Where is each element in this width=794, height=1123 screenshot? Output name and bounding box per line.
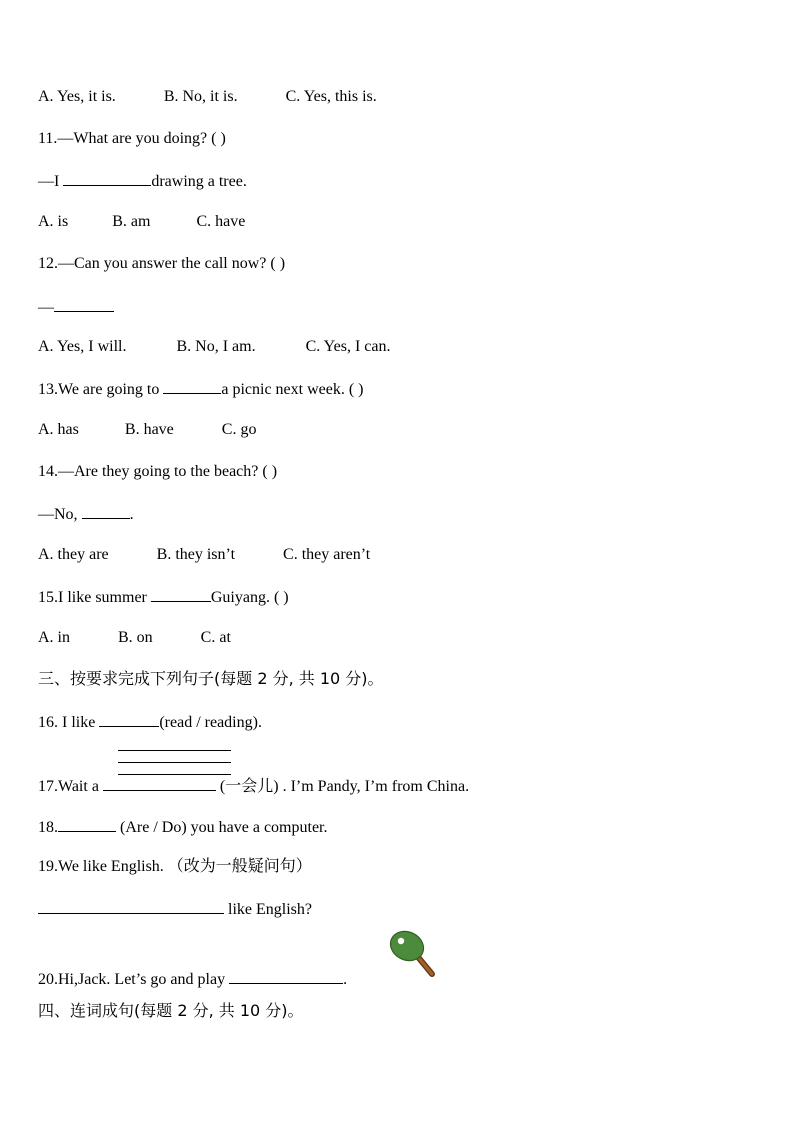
q11-answer-line — [38, 170, 247, 192]
q11-answer-prefix: —I — [38, 173, 64, 190]
q14-answer-prefix: —No, — [38, 506, 82, 523]
q19-answer-blank[interactable] — [38, 898, 224, 914]
q19-answer-suffix: like English? — [224, 901, 312, 918]
q11-options — [38, 212, 245, 232]
q13-option-b: B. have — [124, 421, 174, 438]
q13-prefix: 13.We are going to — [38, 381, 164, 398]
q20-suffix: . — [343, 971, 348, 988]
q15-blank[interactable] — [151, 586, 211, 602]
q13-suffix: a picnic next week. ( ) — [221, 381, 364, 398]
q11-answer-blank[interactable] — [63, 170, 151, 186]
q11-option-c: C. have — [196, 213, 246, 230]
q15-prefix: 15.I like summer — [38, 589, 151, 606]
q12-option-b: B. No, I am. — [176, 338, 256, 355]
q15-option-a: A. in — [38, 629, 70, 646]
q18-suffix: (Are / Do) you have a computer. — [116, 819, 328, 836]
q18-prefix: 18. — [38, 819, 58, 836]
q17-stack-line-1 — [118, 750, 231, 751]
q14-option-a: A. they are — [38, 546, 109, 563]
q15-option-c: C. at — [200, 629, 231, 646]
q14-answer-line — [38, 503, 134, 525]
q15-suffix: Guiyang. ( ) — [210, 589, 289, 606]
q11-answer-suffix: drawing a tree. — [151, 173, 247, 190]
q17-suffix: (一会儿) . I’m Pandy, I’m from China. — [215, 778, 470, 795]
q10-options — [38, 87, 377, 107]
section3-heading: 三、按要求完成下列句子(每题 2 分, 共 10 分)。 — [38, 669, 384, 688]
q15-option-b: B. on — [118, 629, 153, 646]
q13-options — [38, 420, 256, 440]
q12-answer-line — [38, 296, 114, 318]
q15-question — [38, 586, 289, 608]
ping-pong-paddle-icon — [388, 930, 440, 985]
q14-answer-suffix: . — [129, 506, 134, 523]
q19-question: 19.We like English. （改为一般疑问句） — [38, 858, 312, 875]
q12-answer-blank[interactable] — [54, 296, 114, 312]
q16-question — [38, 711, 262, 733]
q17-blank[interactable] — [103, 775, 216, 791]
q14-answer-blank[interactable] — [82, 503, 130, 519]
q12-question: 12.—Can you answer the call now? ( ) — [38, 255, 286, 272]
section4-heading: 四、连词成句(每题 2 分, 共 10 分)。 — [38, 1001, 304, 1020]
q20-question — [38, 968, 347, 990]
q16-suffix: (read / reading). — [159, 714, 262, 731]
q17-stack-line-2 — [118, 762, 231, 763]
q20-prefix: 20.Hi,Jack. Let’s go and play — [38, 971, 230, 988]
q19-answer-line — [38, 898, 312, 920]
q11-question: 11.—What are you doing? ( ) — [38, 130, 226, 147]
q14-question: 14.—Are they going to the beach? ( ) — [38, 463, 278, 480]
q13-option-a: A. has — [38, 421, 79, 438]
q14-option-c: C. they aren’t — [283, 546, 371, 563]
q11-option-a: A. is — [38, 213, 69, 230]
q12-option-a: A. Yes, I will. — [38, 338, 127, 355]
q18-blank[interactable] — [58, 816, 116, 832]
q18-question — [38, 816, 327, 838]
q16-blank[interactable] — [99, 711, 159, 727]
q12-answer-prefix: — — [38, 299, 54, 316]
q12-option-c: C. Yes, I can. — [305, 338, 391, 355]
q10-option-a: A. Yes, it is. — [38, 88, 116, 105]
q13-blank[interactable] — [163, 378, 221, 394]
q12-options — [38, 337, 390, 357]
q13-option-c: C. go — [221, 421, 257, 438]
q14-option-b: B. they isn’t — [156, 546, 236, 563]
q10-option-b: B. No, it is. — [163, 88, 238, 105]
q17-question — [38, 775, 469, 797]
q20-blank[interactable] — [229, 968, 343, 984]
q15-options — [38, 628, 231, 648]
q16-prefix: 16. I like — [38, 714, 100, 731]
q13-question — [38, 378, 364, 400]
q17-prefix: 17.Wait a — [38, 778, 103, 795]
q14-options — [38, 545, 370, 565]
q10-option-c: C. Yes, this is. — [285, 88, 377, 105]
q11-option-b: B. am — [112, 213, 151, 230]
